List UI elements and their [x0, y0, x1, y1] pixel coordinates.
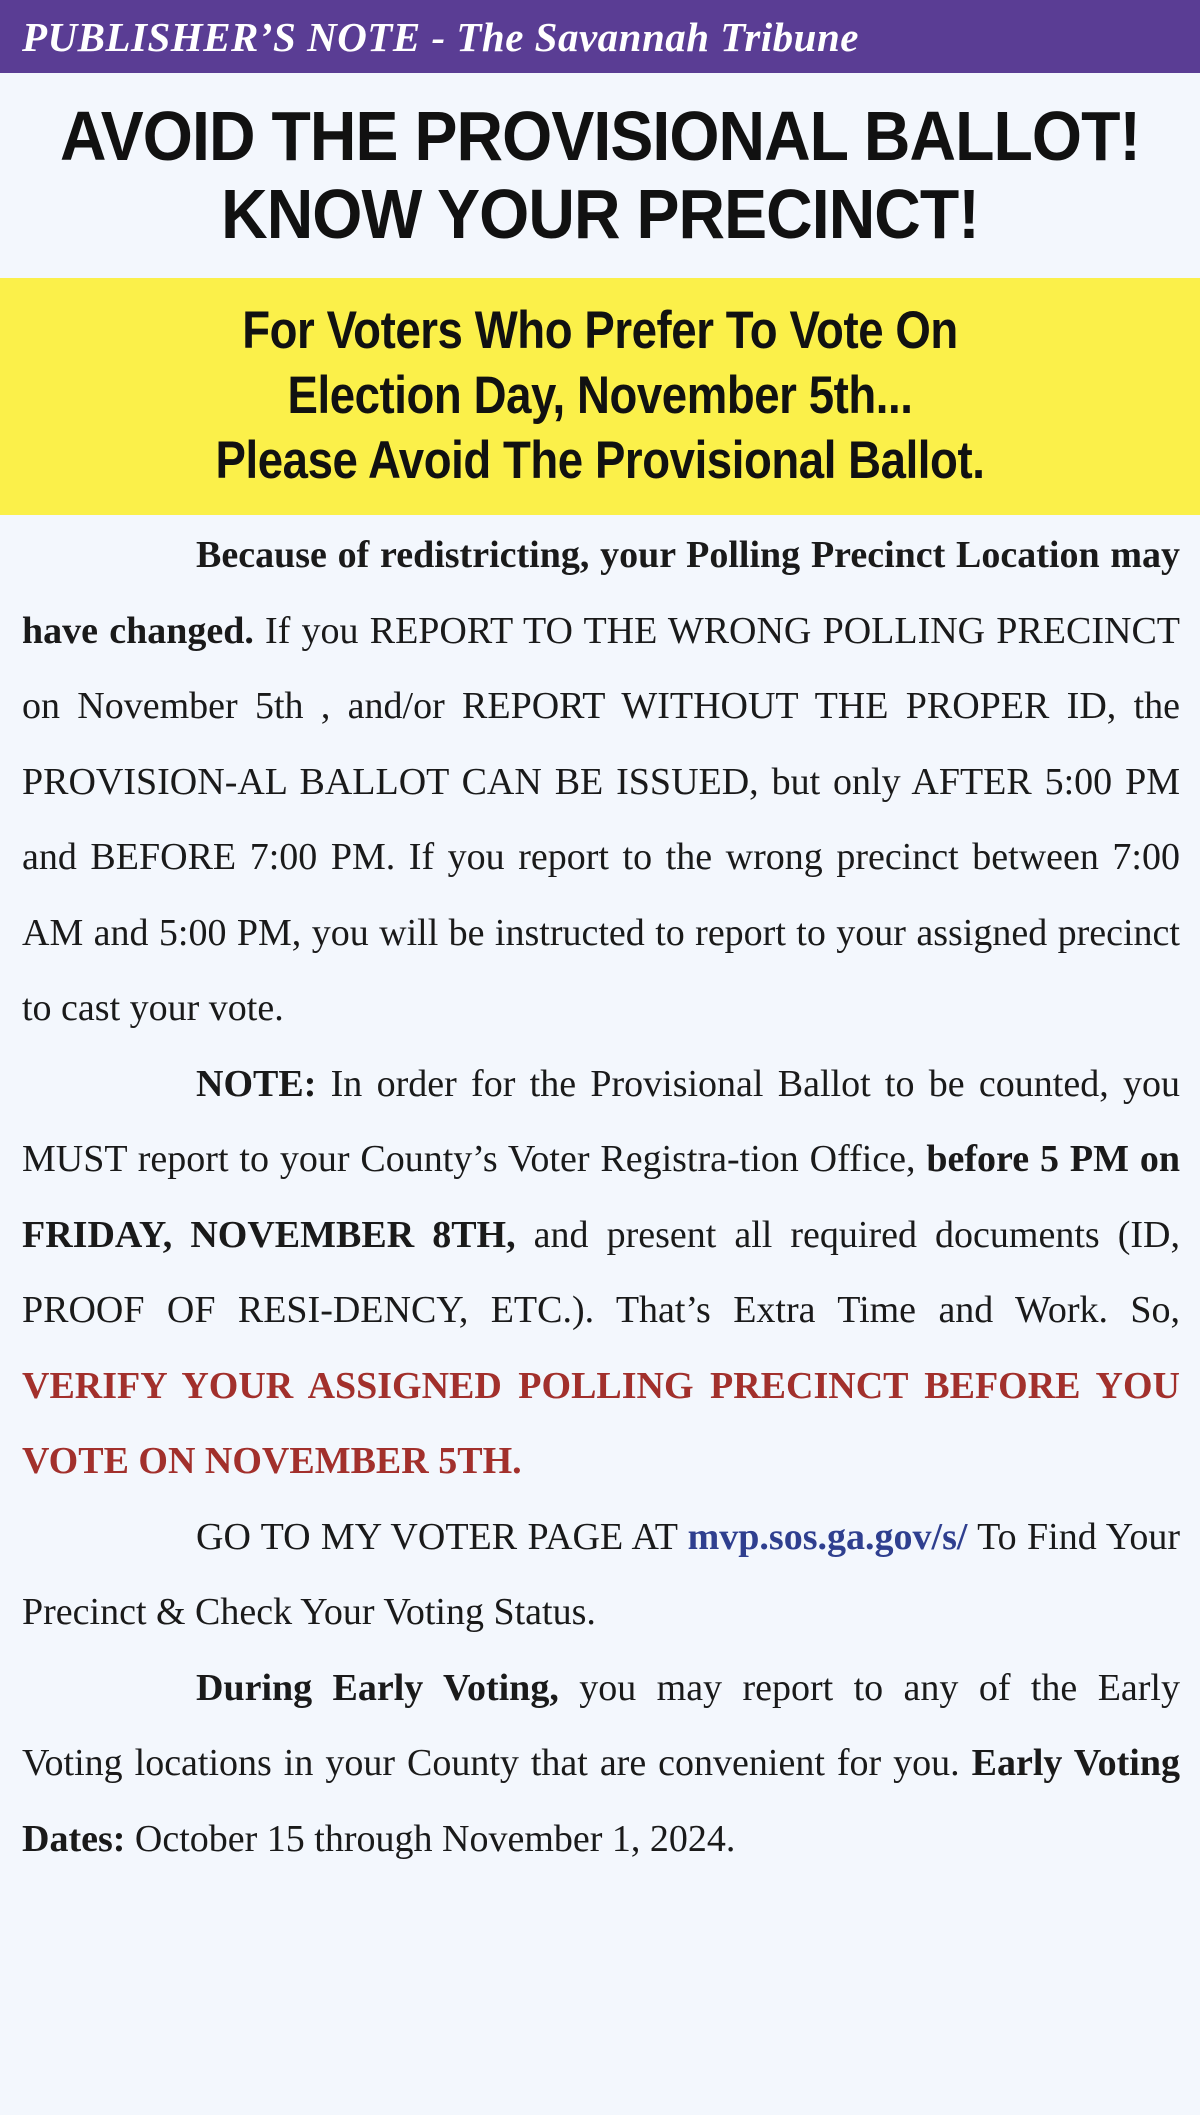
early-voting-dates-label: Early Voting Dates: [22, 1742, 1181, 1860]
callout-line-1: For Voters Who Prefer To Vote On [242, 301, 958, 360]
early-voting-text-1: you may report to any of the Early Voting locations in your County that are convenient for you. [22, 1666, 1180, 1784]
note-deadline: before 5 PM on FRIDAY, NOVEMBER 8TH, [22, 1138, 1180, 1256]
verify-precinct-warning: VERIFY YOUR ASSIGNED POLLING PRECINCT BEFORE YOU VOTE ON NOVEMBER 5TH. [22, 1364, 1180, 1482]
note-label: NOTE: [196, 1062, 317, 1105]
redistricting-text: If you REPORT TO THE WRONG POLLING PRECINCT on November 5th , and/or REPORT WITHOUT THE PROPER ID, the PROVISION-AL BALLOT CAN BE ISSUED, but only AFTER 5:00 PM and BEFORE 7:00 PM. If you report to the wrong precinct between 7:00 AM and 5:00 PM, you will be instructed to report to your assigned precinct to cast your vote. [22, 609, 1181, 1029]
early-voting-dates: October 15 through November 1, 2024. [125, 1817, 736, 1860]
paragraph-note [22, 1047, 1180, 1500]
note-text-1: In order for the Provisional Ballot to be counted, you MUST report to your County’s Voter Registra-tion Office, [22, 1062, 1180, 1180]
banner-title: PUBLISHER’S NOTE - The Savannah Tribune [22, 13, 859, 60]
headline-line-2: KNOW YOUR PRECINCT! [221, 175, 979, 253]
callout-line-2: Election Day, November 5th... [287, 366, 913, 425]
headline [0, 73, 1200, 278]
paragraph-voter-page [22, 1500, 1180, 1651]
article-body [0, 515, 1200, 1877]
voter-page-text-2: To Find Your Precinct & Check Your Voting Status. [22, 1515, 1181, 1633]
voter-page-text-1: GO TO MY VOTER PAGE AT [196, 1515, 688, 1558]
note-text-2: and present all required documents (ID, PROOF OF RESI-DENCY, ETC.). That’s Extra Time and Work. So, [22, 1213, 1180, 1331]
callout-box [0, 278, 1200, 515]
headline-line-1: AVOID THE PROVISIONAL BALLOT! [59, 97, 1141, 175]
publisher-banner [0, 0, 1200, 73]
paragraph-early-voting [22, 1651, 1180, 1878]
early-voting-lead: During Early Voting, [196, 1666, 559, 1709]
paragraph-redistricting [22, 515, 1180, 1047]
redistricting-lead: Because of redistricting, your Polling Precinct Location may have changed. [22, 534, 1180, 652]
callout-line-3: Please Avoid The Provisional Ballot. [215, 431, 985, 490]
voter-page-link[interactable]: mvp.sos.ga.gov/s/ [687, 1515, 968, 1558]
